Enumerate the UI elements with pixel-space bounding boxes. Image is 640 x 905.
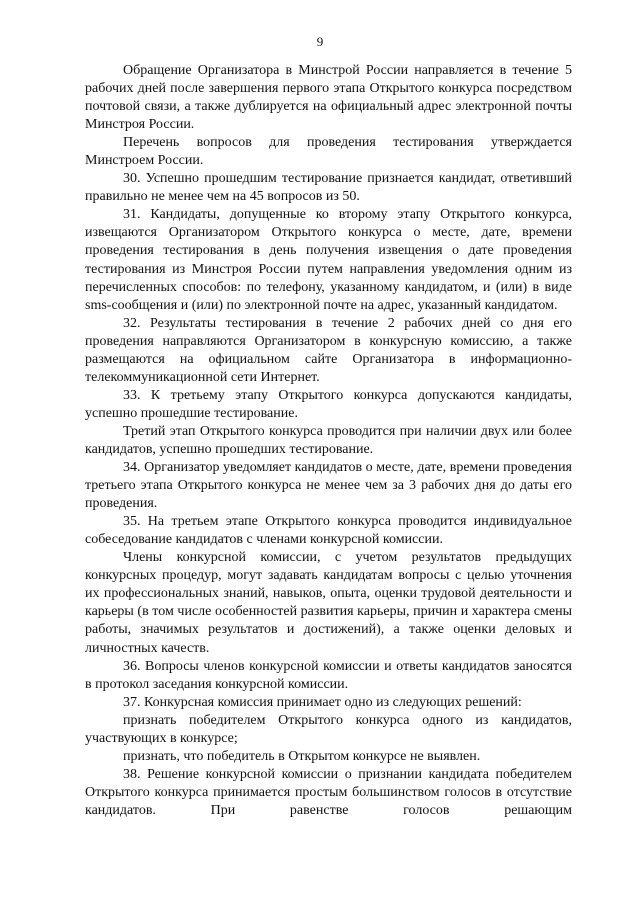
paragraph-organizer-request: Обращение Организатора в Минстрой России направляется в течение 5 рабочих дней после завершения первого этапа Открытого конкурса посредством почтовой связи, а также дублируется на официальный адрес электронной почты Минстроя России.: [85, 63, 572, 133]
paragraph-item-30: 30. Успешно прошедшим тестирование признается кандидат, ответивший правильно не менее чем на 45 вопросов из 50.: [85, 171, 572, 205]
paragraph-item-31: 31. Кандидаты, допущенные ко второму этапу Открытого конкурса, извещаются Организатором Открытого конкурса о месте, дате, времени проведения тестирования в день получения извещения о дате проведения тестирования из Минстроя России путем направления уведомления одним из перечисленных способов: по телефону, указанному кандидатом, и (или) в виде sms-сообщения и (или) по электронной почте на адрес, указанный кандидатом.: [85, 207, 572, 313]
paragraph-item-32: 32. Результаты тестирования в течение 2 рабочих дней со дня его проведения направляются Организатором в конкурсную комиссию, а также размещаются на официальном сайте Организатора в информационно-телекоммуникационной сети Интернет.: [85, 315, 572, 385]
paragraph-item-34: 34. Организатор уведомляет кандидатов о месте, дате, времени проведения третьего этапа Открытого конкурса не менее чем за 3 рабочих дня до даты его проведения.: [85, 460, 572, 512]
paragraph-item-36: 36. Вопросы членов конкурсной комиссии и ответы кандидатов заносятся в протокол заседания конкурсной комиссии.: [85, 658, 572, 692]
page-number: 9: [316, 34, 324, 49]
paragraph-third-stage: Третий этап Открытого конкурса проводится при наличии двух или более кандидатов, успешно прошедших тестирование.: [85, 423, 572, 457]
document-body: [85, 62, 572, 820]
paragraph-item-35: 35. На третьем этапе Открытого конкурса проводится индивидуальное собеседование кандидатов с членами конкурсной комиссии.: [85, 514, 572, 548]
paragraph-item-38: 38. Решение конкурсной комиссии о признании кандидата победителем Открытого конкурса принимается простым большинством голосов в отсутствие кандидатов. При равенстве голосов решающим: [85, 766, 572, 818]
paragraph-decision-winner: признать победителем Открытого конкурса одного из кандидатов, участвующих в конкурсе;: [85, 712, 572, 746]
paragraph-commission-questions: Члены конкурсной комиссии, с учетом результатов предыдущих конкурсных процедур, могут задавать кандидатам вопросы с целью уточнения их профессиональных знаний, навыков, опыта, оценки трудовой деятельности и карьеры (в том числе особенностей развития карьеры, причин и характера смены работы, значимых результатов и достижений), а также оценки деловых и личностных качеств.: [85, 550, 572, 656]
paragraph-decision-no-winner: признать, что победитель в Открытом конкурсе не выявлен.: [123, 748, 481, 764]
paragraph-question-list: Перечень вопросов для проведения тестирования утверждается Минстроем России.: [85, 135, 572, 169]
paragraph-item-33: 33. К третьему этапу Открытого конкурса допускаются кандидаты, успешно прошедшие тестирование.: [85, 387, 572, 421]
paragraph-item-37: 37. Конкурсная комиссия принимает одно из следующих решений:: [123, 694, 522, 710]
